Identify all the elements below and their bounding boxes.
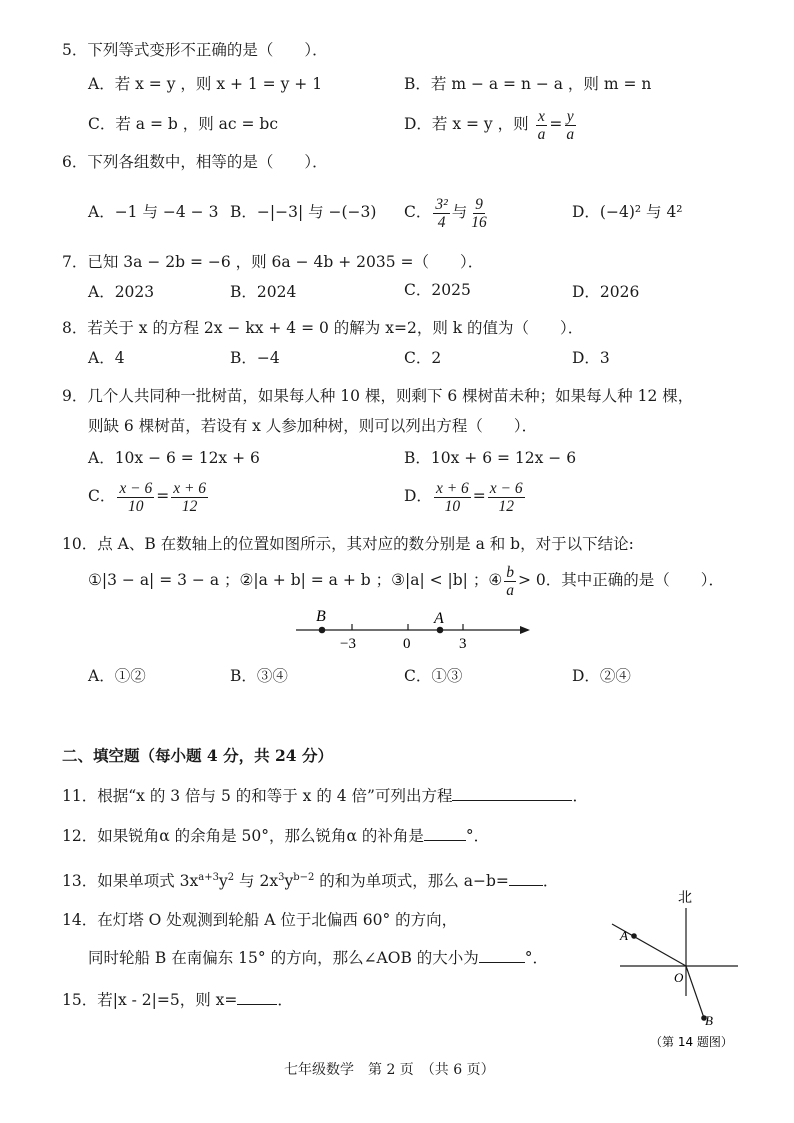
q12-answer-blank[interactable] [424,826,466,841]
q8-option-a: A．4 [88,349,125,367]
q10-frac-num: b [506,563,514,581]
figure-caption: （第 14 题图） [650,1035,733,1049]
q5-option-d: D．若 x = y ，则 $\frac{x}{a}$ = $\frac{y}{a}$ [404,107,575,143]
q8-option-c: C．2 [404,349,442,367]
q11-end: ． [572,787,588,805]
point-b-dot [319,627,326,634]
q9-d-r-num: x − 6 [489,479,523,497]
q9-d-fraction-right [488,480,525,515]
q9-stem-line1: 9．几个人共同种一批树苗，如果每人种 10 棵，则剩下 6 棵树苗未种；如果每人种 12 棵， [62,387,694,405]
q9-d-l-den: 10 [444,497,461,515]
number-line [290,604,540,654]
q11-text: 11．根据“x 的 3 倍与 5 的和等于 x 的 4 倍”可列出方程 [62,787,453,805]
q5-d-fraction-right [564,108,576,143]
q5-d-right-den: a [566,125,575,143]
q9-c-fraction-right [171,480,208,515]
q9-d-fraction-left [434,480,471,515]
q6-stem: 6．下列各组数中，相等的是（ ）． [62,153,328,171]
q13 [62,868,558,891]
q7-option-d: D．2026 [572,283,640,301]
q6-option-a: A．−1 与 −4 − 3 [88,203,219,221]
point-a-label: A [434,610,444,627]
q10-option-b: B．③④ [230,667,288,685]
q13-sup1: a+3 [198,872,219,883]
q14-line2-text: 同时轮船 B 在南偏东 15° 的方向，那么∠AOB 的大小为 [88,949,479,967]
q9-c-prefix: C． [88,487,116,505]
label-o-fig: O [674,970,684,985]
ray-ob [686,966,704,1018]
q5-d-left-den: a [537,125,546,143]
q11 [62,786,588,806]
q9-c-r-den: 12 [181,497,198,515]
q10-option-d: D．②④ [572,667,631,685]
q6-option-b: B．−|−3| 与 −(−3) [230,203,377,221]
q7-stem: 7．已知 3a − 2b = −6 ，则 6a − 4b + 2035 =（ ）． [62,253,484,271]
tick-neg3-label: −3 [340,636,356,652]
q13-part5: 的和为单项式，那么 a−b= [314,872,509,891]
q5-d-right-num: y [566,107,574,125]
q5-d-fraction-left [536,108,548,143]
q7-option-a: A．2023 [88,283,155,301]
q13-part2: y [218,872,228,891]
q14-figure [610,884,750,1054]
q6-c-mid: 与 [451,203,468,221]
q9-c-fraction-left [117,480,154,515]
q10-stem: 10．点 A、B 在数轴上的位置如图所示，其对应的数分别是 a 和 b，对于以下结论: [62,535,634,553]
q6-option-c [404,192,491,232]
q13-end: ． [542,872,559,891]
q9-d-l-num: x + 6 [435,479,469,497]
q6-c-f1-num: 3² [435,195,448,213]
q10-frac-den: a [506,581,514,599]
q9-stem-line2: 则缺 6 棵树苗，若设有 x 人参加种树，则可以列出方程（ ）． [88,417,538,435]
q7-option-c: C．2025 [404,281,471,299]
q12 [62,826,489,846]
q11-answer-blank[interactable] [452,786,572,801]
tick-0-label: 0 [403,636,411,652]
q15-end: ． [277,991,293,1009]
q8-option-b: B．−4 [230,349,280,367]
q6-c-f2-num: 9 [475,195,483,213]
q6-c-fraction-2 [469,196,489,231]
q7-option-b: B．2024 [230,283,297,301]
q5-d-prefix: D．若 x = y ，则 [404,115,529,133]
q9-option-b: B．10x + 6 = 12x − 6 [404,449,577,467]
q5-option-c: C．若 a = b ，则 ac = bc [88,115,279,133]
q5-option-b: B．若 m − a = n − a ，则 m = n [404,75,652,93]
q15 [62,990,293,1010]
q10-conclusions [88,560,724,600]
q10-option-a: A．①② [88,667,146,685]
q9-option-a: A．10x − 6 = 12x + 6 [88,449,260,467]
q10-conclusions-suffix: > 0．其中正确的是（ ）． [517,571,725,589]
q13-sup2: 2 [227,872,235,883]
q6-option-d: D．(−4)² 与 4² [572,203,683,221]
q6-c-fraction-1 [433,196,449,231]
page-footer: 七年级数学 第 2 页 （共 6 页） [284,1062,495,1078]
point-a-dot [437,627,444,634]
q9-option-c: C． $\frac{x - 6}{10}$ = $\frac{x + 6}{12}$ [88,479,207,515]
q14-line1: 14．在灯塔 O 处观测到轮船 A 位于北偏西 60° 的方向， [62,911,458,929]
number-line-arrow [520,626,530,634]
point-b-label: B [316,608,326,625]
q5-d-left-num: x [537,107,545,125]
q6-c-prefix: C． [404,203,432,221]
q9-c-l-num: x − 6 [119,479,153,497]
q9-d-prefix: D． [404,487,432,505]
q9-c-l-den: 10 [128,497,144,515]
q9-c-r-num: x + 6 [173,479,207,497]
q9-d-r-den: 12 [498,497,514,515]
label-b-fig: B [705,1013,713,1028]
q6-c-f1-den: 4 [437,213,446,231]
q13-part4: y [284,872,294,891]
label-a-fig: A [620,928,628,943]
q6-c-f2-den: 16 [471,213,487,231]
q12-end: °． [465,827,490,845]
tick-3-label: 3 [459,636,467,652]
q14-answer-blank[interactable] [479,948,525,963]
q15-text: 15．若|x - 2|=5，则 x= [62,991,238,1009]
q12-text: 12．如果锐角α 的余角是 50°，那么锐角α 的补角是 [62,827,424,845]
q13-answer-blank[interactable] [509,871,543,886]
q14-line2 [88,948,548,968]
q8-option-d: D．3 [572,349,610,367]
q13-sup3: 3 [278,872,285,883]
q13-part3: 与 2x [234,872,279,891]
q10-fraction [504,564,516,599]
q10-conclusions-prefix: ①|3 − a| = 3 − a ；②|a + b| = a + b ；③|a| < |b| ；④ [88,571,503,589]
q5-option-a: A．若 x = y ，则 x + 1 = y + 1 [88,75,323,93]
q13-sup4: b−2 [293,872,315,883]
q15-answer-blank[interactable] [237,990,277,1005]
q14-end: °． [524,949,549,967]
section2-heading: 二、填空题（每小题 4 分，共 24 分） [62,746,333,765]
q13-part1: 13．如果单项式 3x [62,872,199,891]
q8-stem: 8．若关于 x 的方程 2x − kx + 4 = 0 的解为 x=2，则 k 的值为（ ）． [62,319,584,337]
north-label: 北 [678,890,692,906]
q9-option-d: D． $\frac{x + 6}{10}$ = $\frac{x - 6}{12}$ [404,479,523,515]
q10-option-c: C．①③ [404,667,463,685]
point-a-dot-fig [631,933,637,939]
q5-stem: 5．下列等式变形不正确的是（ ）． [62,41,328,59]
